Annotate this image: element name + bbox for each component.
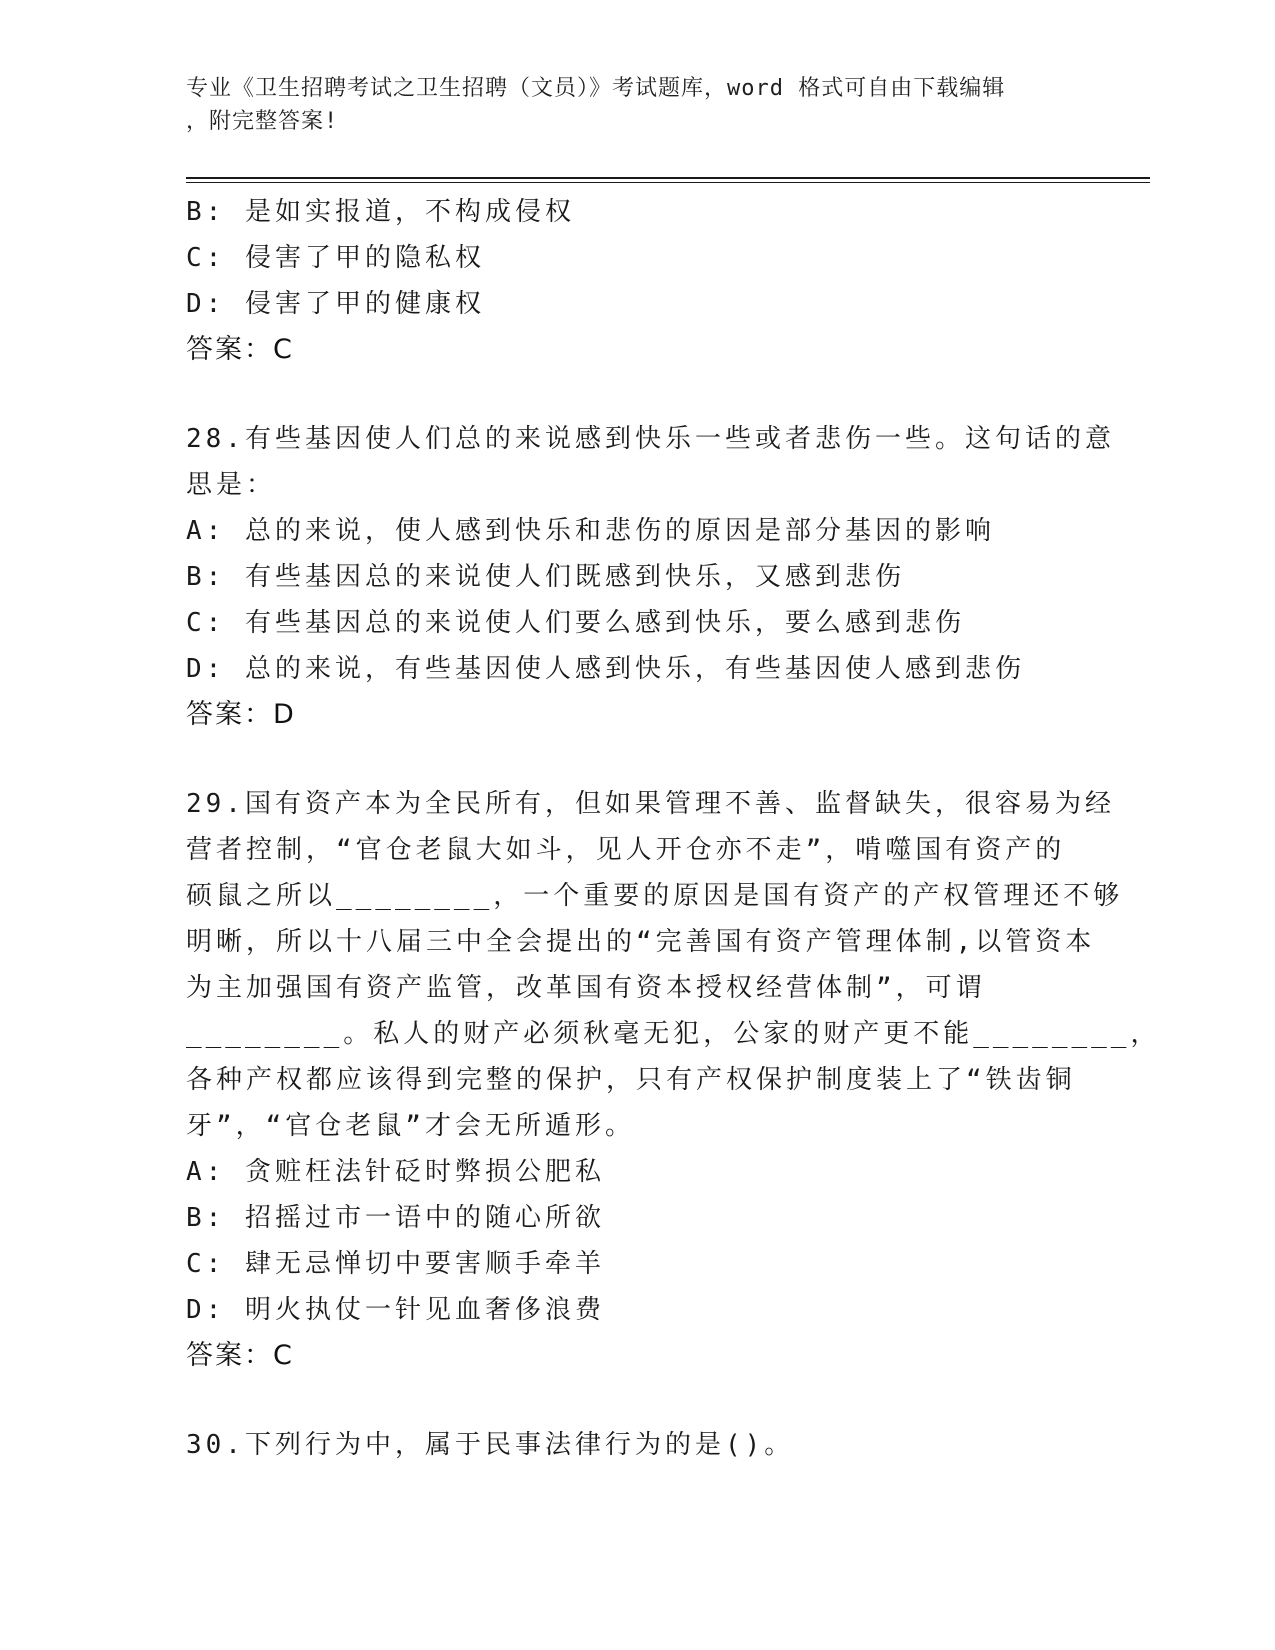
option-b: B: 招摇过市一语中的随心所欲 (186, 1203, 605, 1233)
question-28 (186, 416, 1115, 738)
option-c: C: 侵害了甲的隐私权 (186, 243, 485, 273)
question-stem-line: 思是： (186, 470, 277, 500)
option-c: C: 肆无忌惮切中要害顺手牵羊 (186, 1249, 605, 1279)
answer-line: 答案：D (186, 699, 296, 730)
question-stem-line: 营者控制，“官仓老鼠大如斗，见人开仓亦不走”，啃噬国有资产的 (186, 835, 1066, 865)
question-stem-line: 30.下列行为中，属于民事法律行为的是()。 (186, 1430, 795, 1460)
question-29 (186, 781, 1161, 1379)
option-a: A: 总的来说，使人感到快乐和悲伤的原因是部分基因的影响 (186, 516, 995, 546)
header-line-2: ，附完整答案! (186, 109, 339, 134)
option-b: B: 是如实报道，不构成侵权 (186, 197, 575, 227)
spacer (186, 373, 1086, 416)
question-27-tail (186, 189, 1086, 373)
spacer (186, 1379, 1086, 1422)
option-b: B: 有些基因总的来说使人们既感到快乐，又感到悲伤 (186, 562, 905, 592)
option-c: C: 有些基因总的来说使人们要么感到快乐，要么感到悲伤 (186, 608, 965, 638)
question-stem-line: ________。私人的财产必须秋毫无犯，公家的财产更不能________， (186, 1019, 1161, 1049)
spacer (186, 738, 1086, 781)
answer-line: 答案：C (186, 1340, 294, 1371)
document-header (186, 72, 1066, 138)
question-content (186, 189, 1161, 1468)
header-divider-thin (186, 182, 1150, 183)
option-d: D: 明火执仗一针见血奢侈浪费 (186, 1295, 605, 1325)
question-stem-line: 29.国有资产本为全民所有，但如果管理不善、监督缺失，很容易为经 (186, 789, 1115, 819)
option-a: A: 贪赃枉法针砭时弊损公肥私 (186, 1157, 605, 1187)
question-stem-line: 明晰，所以十八届三中全会提出的“完善国有资产管理体制,以管资本 (186, 927, 1096, 957)
question-stem-line: 28.有些基因使人们总的来说感到快乐一些或者悲伤一些。这句话的意 (186, 424, 1115, 454)
answer-line: 答案：C (186, 334, 294, 365)
option-d: D: 侵害了甲的健康权 (186, 289, 485, 319)
question-stem-line: 硕鼠之所以________，一个重要的原因是国有资产的产权管理还不够 (186, 881, 1124, 911)
header-divider-thick (186, 177, 1150, 179)
question-stem-line: 各种产权都应该得到完整的保护，只有产权保护制度装上了“铁齿铜 (186, 1065, 1076, 1095)
question-stem-line: 牙”，“官仓老鼠”才会无所遁形。 (186, 1111, 635, 1141)
header-line-1: 专业《卫生招聘考试之卫生招聘（文员）》考试题库，word 格式可自由下载编辑 (186, 76, 1006, 101)
question-stem-line: 为主加强国有资产监管，改革国有资本授权经营体制”，可谓 (186, 973, 986, 1003)
option-d: D: 总的来说，有些基因使人感到快乐，有些基因使人感到悲伤 (186, 654, 1025, 684)
question-30 (186, 1422, 1086, 1468)
